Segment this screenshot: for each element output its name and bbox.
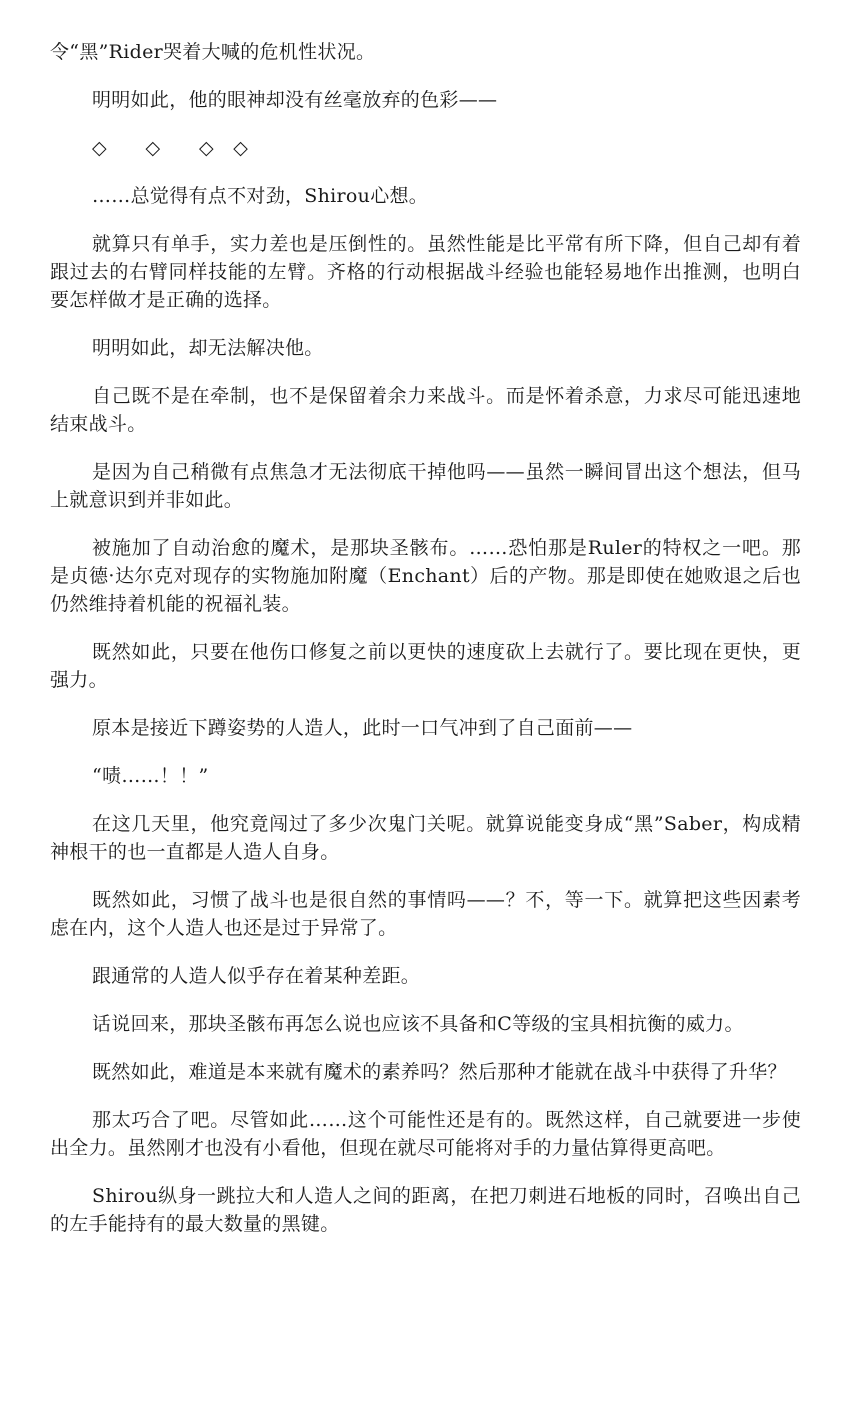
- paragraph: 就算只有单手，实力差也是压倒性的。虽然性能是比平常有所下降，但自己却有着跟过去的右臂同样技能的左臂。齐格的行动根据战斗经验也能轻易地作出推测，也明白要怎样做才是正确的选择。: [50, 233, 801, 311]
- paragraph: 跟通常的人造人似乎存在着某种差距。: [92, 965, 421, 987]
- paragraph: 自己既不是在牵制，也不是保留着余力来战斗。而是怀着杀意，力求尽可能迅速地结束战斗。: [50, 385, 801, 435]
- paragraph: 明明如此，他的眼神却没有丝毫放弃的色彩——: [92, 89, 498, 111]
- paragraph: 被施加了自动治愈的魔术，是那块圣骸布。……恐怕那是Ruler的特权之一吧。那是贞德·达尔克对现存的实物施加附魔（Enchant）后的产物。那是即使在她败退之后也仍然维持着机能的祝福礼装。: [50, 537, 801, 615]
- paragraph: ……总觉得有点不对劲，Shirou心想。: [92, 185, 429, 207]
- paragraph: 在这几天里，他究竟闯过了多少次鬼门关呢。就算说能变身成“黑”Saber，构成精神根干的也一直都是人造人自身。: [50, 813, 801, 863]
- paragraph: 既然如此，只要在他伤口修复之前以更快的速度砍上去就行了。要比现在更快，更强力。: [50, 641, 801, 691]
- paragraph: Shirou纵身一跳拉大和人造人之间的距离，在把刀刺进石地板的同时，召唤出自己的左手能持有的最大数量的黑键。: [50, 1185, 801, 1235]
- paragraph: 既然如此，习惯了战斗也是很自然的事情吗——？不，等一下。就算把这些因素考虑在内，这个人造人也还是过于异常了。: [50, 889, 801, 939]
- paragraph: 那太巧合了吧。尽管如此……这个可能性还是有的。既然这样，自己就要进一步使出全力。虽然刚才也没有小看他，但现在就尽可能将对手的力量估算得更高吧。: [50, 1109, 801, 1159]
- paragraph: 原本是接近下蹲姿势的人造人，此时一口气冲到了自己面前——: [92, 717, 633, 739]
- paragraph: 是因为自己稍微有点焦急才无法彻底干掉他吗——虽然一瞬间冒出这个想法，但马上就意识到并非如此。: [50, 461, 801, 511]
- dialogue-line: “啧……！！”: [92, 765, 209, 787]
- paragraph: 令“黑”Rider哭着大喊的危机性状况。: [50, 41, 376, 63]
- scene-break: ◇ ◇ ◇ ◇: [92, 137, 249, 159]
- paragraph: 话说回来，那块圣骸布再怎么说也应该不具备和C等级的宝具相抗衡的威力。: [92, 1013, 744, 1035]
- paragraph: 既然如此，难道是本来就有魔术的素养吗？然后那种才能就在战斗中获得了升华？: [92, 1061, 787, 1083]
- paragraph: 明明如此，却无法解决他。: [92, 337, 324, 359]
